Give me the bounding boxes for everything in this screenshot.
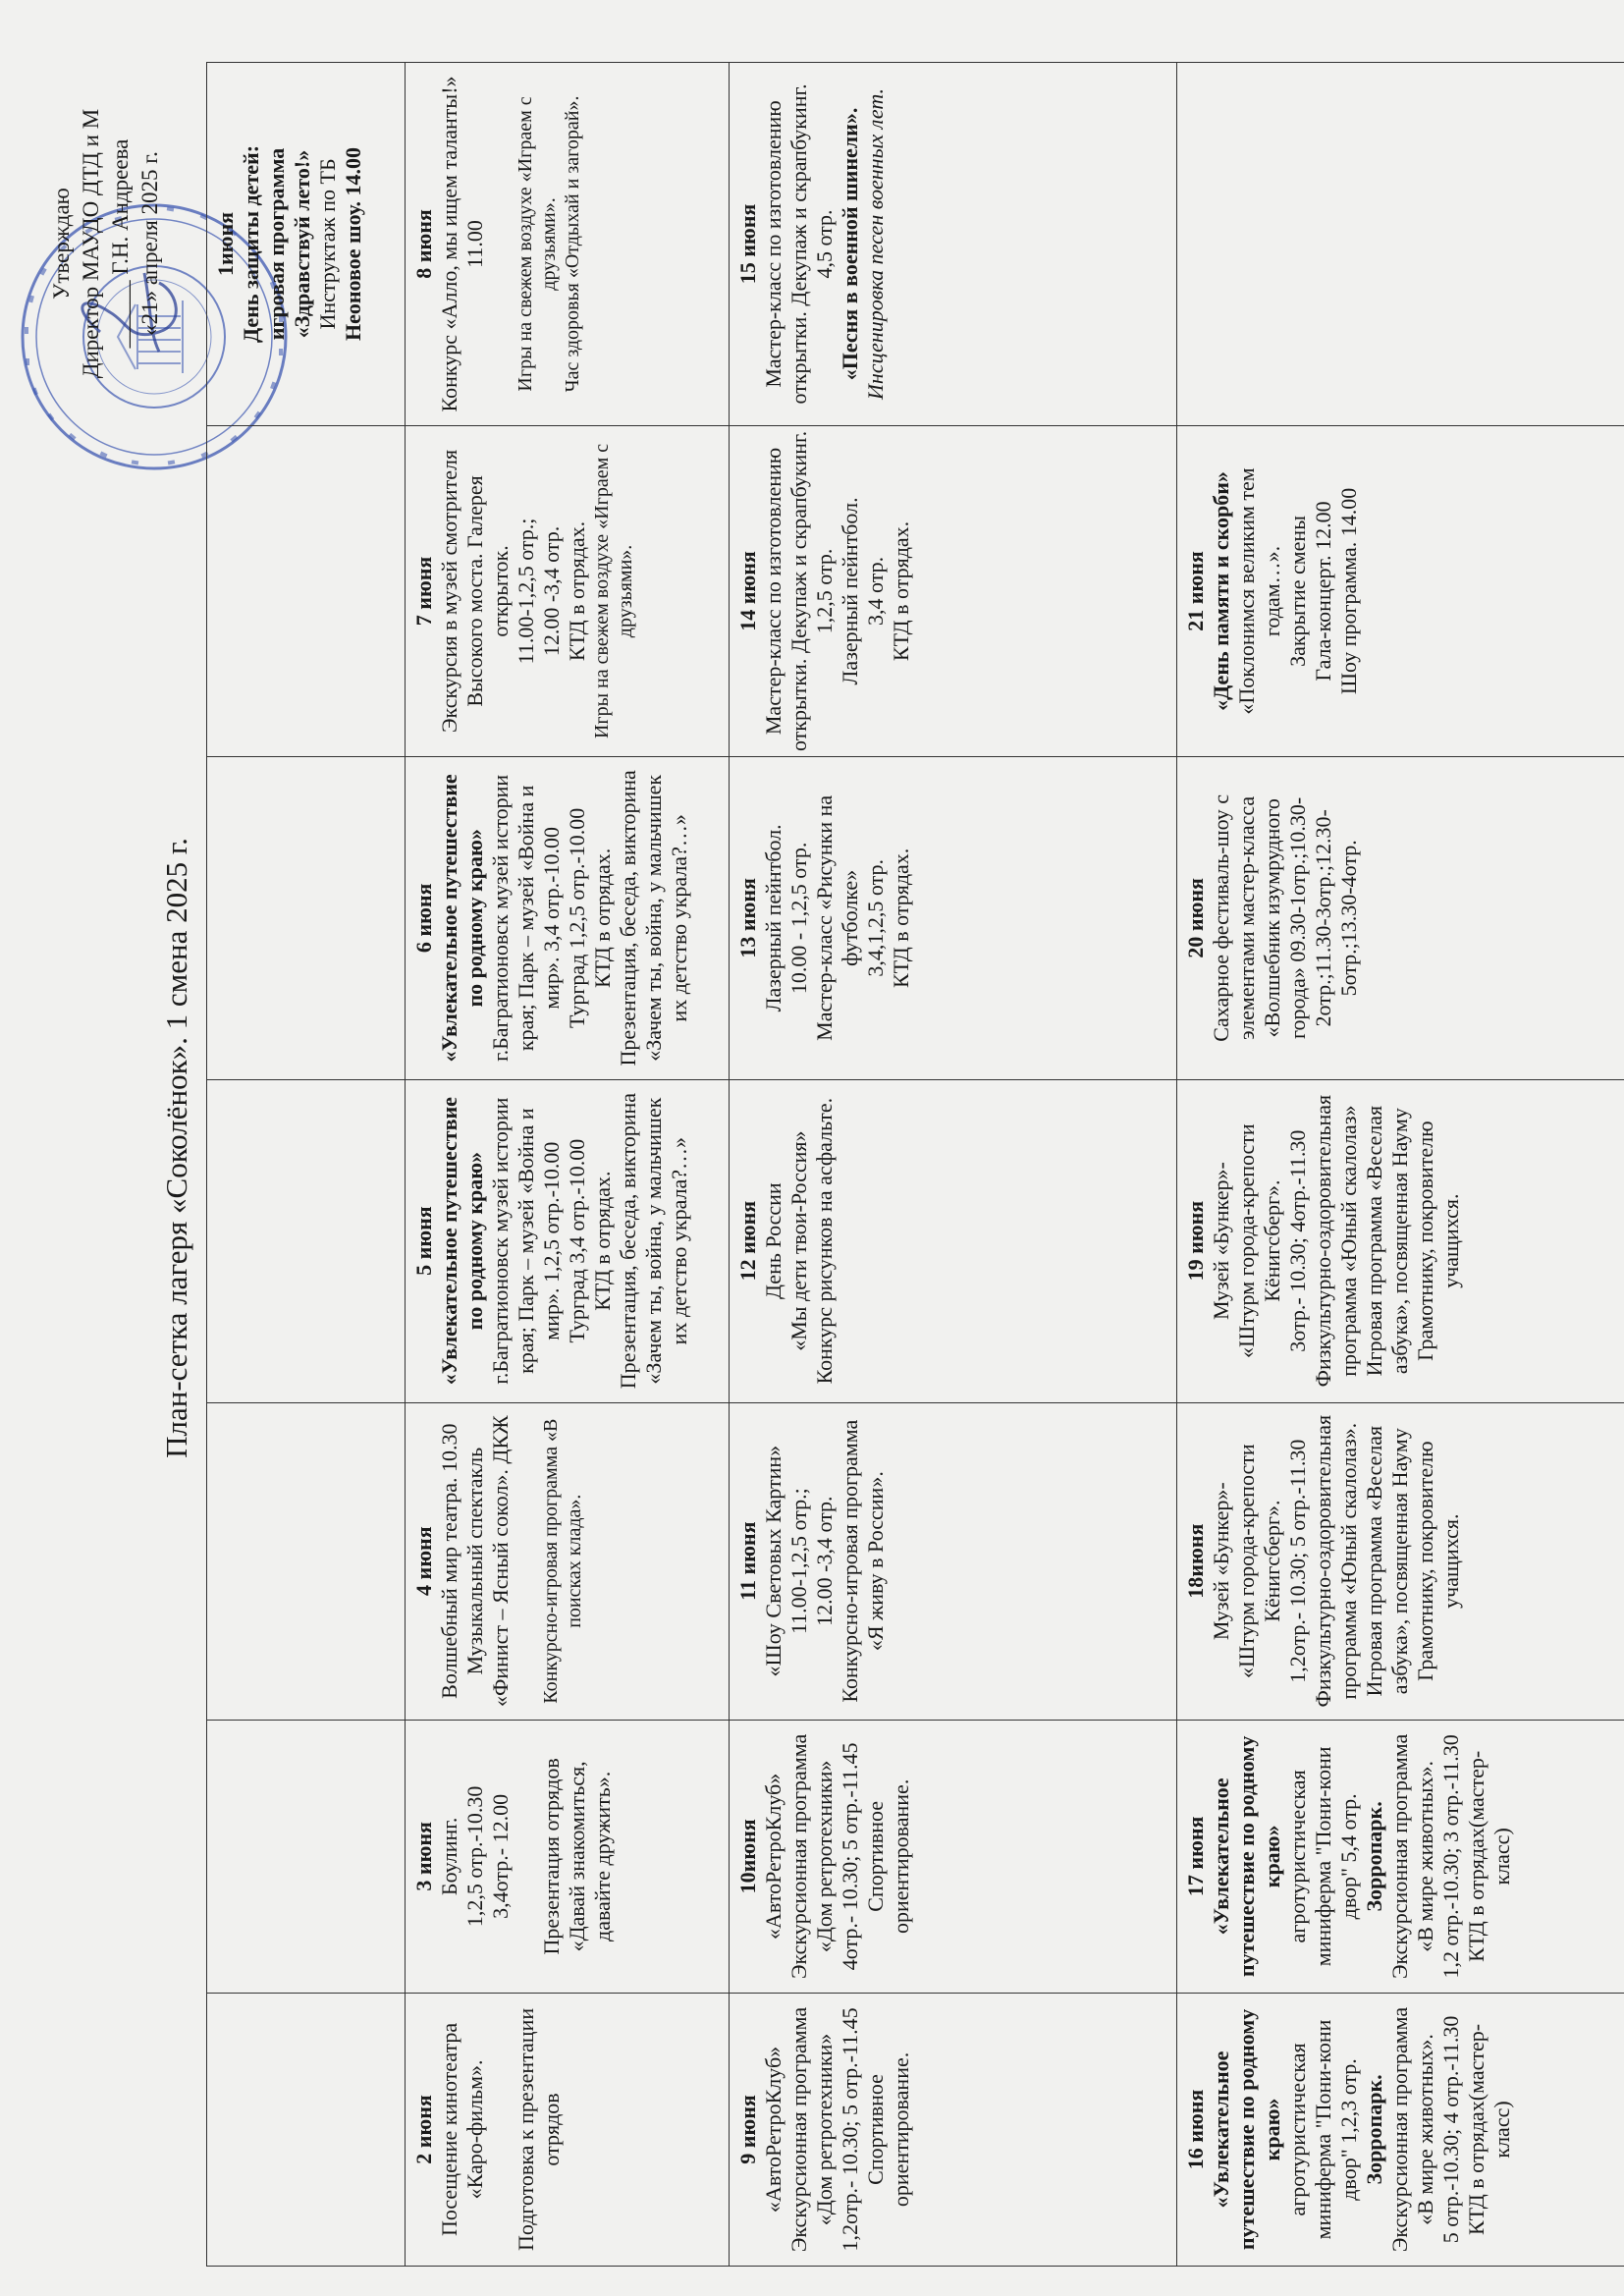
event-text: Инструктаж по ТБ <box>315 158 340 330</box>
schedule-row <box>730 63 1177 2267</box>
event-text: Турград 3,4 отр.-10.00 <box>565 1138 589 1343</box>
day-date: 19 июня <box>1183 1200 1208 1282</box>
schedule-cell <box>730 425 1177 756</box>
event-text: «Песня в военной шинели». <box>838 107 862 381</box>
event-text: 4,5 отр. <box>812 209 837 279</box>
event-text: 1,2,5 отр. <box>812 548 837 634</box>
event-text: игровая программа <box>264 147 289 341</box>
event-text: КТД в отрядах. <box>590 1171 615 1311</box>
event-text: КТД в отрядах. <box>889 847 913 988</box>
event-text: агротуристическая миниферма "Пони-кони двор" 5,4 отр. <box>1285 1746 1361 1967</box>
schedule-cell <box>730 1079 1177 1402</box>
event-text: Музей «Бункер»- <box>1209 1482 1233 1641</box>
schedule-cell <box>1177 1993 1624 2266</box>
schedule-row <box>207 63 406 2267</box>
day-date: 8 июня <box>411 209 436 279</box>
day-date: 11 июня <box>735 1521 760 1601</box>
event-text: Экскурсия в музей смотрителя Высокого моста. Галерея открыток. <box>437 449 513 733</box>
day-date: 9 июня <box>735 2095 760 2164</box>
schedule-cell <box>730 1720 1177 1993</box>
schedule-cell <box>207 1720 406 1993</box>
event-text: Час здоровья «Отдыхай и загорай». <box>562 95 583 393</box>
schedule-cell <box>1177 756 1624 1079</box>
event-text: 3,4,1,2,5 отр. <box>863 859 888 977</box>
event-text: Физкультурно-оздоровительная программа «Юный скалолаз». <box>1311 1414 1361 1708</box>
schedule-row <box>1177 63 1624 2267</box>
event-text: Игровая программа «Веселая азбука», посвященная Науму Грамотнику, покровителю учащихся. <box>1362 1105 1463 1377</box>
schedule-row <box>406 63 730 2267</box>
day-date: 20 июня <box>1183 878 1208 958</box>
schedule-cell <box>1177 1720 1624 1993</box>
event-text: Лазерный пейнтбол. <box>838 497 862 685</box>
event-text: Неоновое шоу. 14.00 <box>341 146 365 341</box>
event-text: 11.00-1,2,5 отр.; <box>786 1488 811 1635</box>
event-text: Спортивное ориентирование. <box>863 2051 913 2208</box>
event-text: Турград 1,2,5 отр.-10.00 <box>565 807 589 1028</box>
event-text: «В мире животных». <box>1413 2034 1437 2225</box>
event-text: 3отр.- 10.30; 4отр.-11.30 <box>1285 1129 1310 1352</box>
event-text: Игры на свежем воздухе «Играем с друзьями». <box>514 96 560 392</box>
day-date: 12 июня <box>735 1200 760 1282</box>
spacer <box>514 1407 539 1716</box>
event-text: «Шоу Световых Картин» <box>761 1445 785 1677</box>
day-date: 7 июня <box>411 556 436 627</box>
event-text: Экскурсионная программа «Дом ретротехники» <box>786 2006 837 2253</box>
event-text: Спортивное ориентирование. <box>863 1778 913 1935</box>
event-text: «День памяти и скорби» <box>1209 471 1233 711</box>
event-text: 3,4отр.- 12.00 <box>488 1793 513 1919</box>
day-date: 6 июня <box>411 883 436 954</box>
event-text: КТД в отрядах(мастер-класс) <box>1464 2023 1514 2236</box>
day-date: 3 июня <box>411 1822 436 1891</box>
event-text: «АвтоРетроКлуб» <box>761 2046 785 2214</box>
schedule-cell <box>406 63 730 426</box>
event-text: Игровая программа «Веселая азбука», посвященная Науму Грамотнику, покровителю учащихся. <box>1362 1425 1463 1697</box>
schedule-cell <box>406 1079 730 1402</box>
day-date: 2 июня <box>411 2095 436 2164</box>
schedule-cell <box>207 1402 406 1720</box>
event-text: Закрытие смены <box>1285 516 1310 667</box>
event-text: Лазерный пейнтбол. <box>761 824 785 1012</box>
day-date: 21 июня <box>1183 551 1208 631</box>
event-text: 12.00 -3,4 отр. <box>539 525 564 657</box>
schedule-cell <box>730 1402 1177 1720</box>
spacer <box>488 67 514 421</box>
event-text: Инсценировка песен военных лет. <box>863 87 888 400</box>
schedule-cell <box>1177 1079 1624 1402</box>
event-text: «Увлекательное путешествие по родному краю» <box>1209 2008 1284 2251</box>
day-date: 17 июня <box>1183 1816 1208 1897</box>
page-title: План-сетка лагеря «Соколёнок». 1 смена 2025 г. <box>159 838 193 1458</box>
event-text: агротуристическая миниферма "Пони-кони двор" 1,2,3 отр. <box>1285 2019 1361 2240</box>
day-date: 5 июня <box>411 1206 436 1276</box>
event-text: г.Багратионовск музей истории края; Парк – музей «Война и мир». 1,2,5 отр.-10.00 <box>488 1097 564 1385</box>
event-text: Презентация, беседа, викторина «Зачем ты, война, у мальчишек их детство украла?…» <box>616 770 691 1066</box>
event-text: «АвтоРетроКлуб» <box>761 1773 785 1940</box>
event-text: Конкурсно-игровая программа «В поисках клада». <box>540 1418 585 1704</box>
event-text: Гала-концерт. 12.00 <box>1311 501 1335 682</box>
event-text: «Увлекательное путешествие по родному краю» <box>437 1097 487 1386</box>
event-text: Мастер-класс по изготовлению открытки. Декупаж и скрапбукинг. <box>761 83 811 405</box>
event-text: Волшебный мир театра. 10.30 Музыкальный спектакль «Финист – Ясный сокол». ДКЖ <box>437 1415 513 1708</box>
event-text: 1,2,5 отр.-10.30 <box>462 1785 487 1928</box>
event-text: Шоу программа. 14.00 <box>1336 487 1361 695</box>
event-text: Конкурс «Алло, мы ищем таланты!» 11.00 <box>437 76 487 412</box>
event-text: Экскурсионная программа «Дом ретротехники» <box>786 1733 837 1980</box>
event-text: 12.00 -3,4 отр. <box>812 1496 837 1626</box>
day-date: 18июня <box>1183 1523 1208 1599</box>
schedule-cell <box>1177 63 1624 426</box>
event-text: Конкурсно-игровая программа «Я живу в России». <box>838 1419 888 1703</box>
event-text: 3,4 отр. <box>863 556 888 626</box>
schedule-cell <box>406 1993 730 2266</box>
schedule-cell <box>207 756 406 1079</box>
event-text: Экскурсионная программа <box>1387 2006 1412 2253</box>
approval-block <box>47 47 165 440</box>
event-text: 1,2отр.- 10.30; 5 отр.-11.30 <box>1285 1439 1310 1683</box>
schedule-cell <box>730 1993 1177 2266</box>
schedule-cell <box>406 756 730 1079</box>
event-text: 4отр.- 10.30; 5 отр.-11.45 <box>838 1742 862 1971</box>
event-text: 1,2отр.- 10.30; 5 отр.-11.45 <box>838 2007 862 2252</box>
approval-line-3: ______ Г.Н. Андреева <box>108 138 133 349</box>
schedule-cell <box>406 425 730 756</box>
schedule-cell <box>207 1993 406 2266</box>
day-date: 4 июня <box>411 1526 436 1596</box>
day-date: 15 июня <box>735 203 760 285</box>
event-text: Сахарное фестиваль-шоу с элементами мастер-класса «Волшебник изумрудного города» 09.30-1отр.;10.30-2отр.;11.30-3отр.;12.30-5отр.;13.30-4отр. <box>1209 794 1361 1042</box>
approval-line-2: Директор МАУДО ДТД и М <box>79 108 103 379</box>
event-text: «Здравствуй лето!» <box>290 149 314 339</box>
schedule-cell <box>406 1402 730 1720</box>
event-text: КТД в отрядах. <box>889 520 913 662</box>
event-text: Боулинг. <box>437 1817 461 1896</box>
event-text: Презентация, беседа, викторина «Зачем ты, война, у мальчишек их детство украла?…» <box>616 1092 691 1390</box>
event-text: День защиты детей: <box>239 144 263 343</box>
event-text: 10.00 - 1,2,5 отр. <box>786 842 811 995</box>
event-text: Презентация отрядов «Давай знакомиться, давайте дружить». <box>539 1758 615 1955</box>
event-text: 5 отр.-10.30; 4 отр.-11.30 <box>1438 2015 1463 2244</box>
day-date: 13 июня <box>735 878 760 958</box>
event-text: Физкультурно-оздоровительная программа «Юный скалолаз» <box>1311 1094 1361 1388</box>
event-text: г.Багратионовск музей истории края; Парк – музей «Война и мир». 3,4 отр.-10.00 <box>488 774 564 1062</box>
event-text: «Мы дети твои-Россия» <box>786 1130 811 1351</box>
event-text: Зорропарк. <box>1362 2074 1386 2185</box>
day-date: 16 июня <box>1183 2089 1208 2170</box>
event-text: «Штурм города-крепости Кёнигсберг». <box>1234 1123 1284 1358</box>
day-date: 14 июня <box>735 551 760 631</box>
event-text: «Поклонимся великим тем годам…». <box>1234 467 1284 715</box>
event-text: «Штурм города-крепости Кёнигсберг». <box>1234 1444 1284 1678</box>
event-text: 11.00-1,2,5 отр.; <box>514 518 538 665</box>
schedule-cell <box>207 1079 406 1402</box>
event-text: День России <box>761 1182 785 1299</box>
event-text: 1,2 отр.-10.30; 3 отр.-11.30 <box>1438 1734 1463 1979</box>
event-text: «Увлекательное путешествие по родному краю» <box>1209 1735 1284 1978</box>
schedule-table <box>206 62 1624 2267</box>
event-text: КТД в отрядах. <box>565 520 589 662</box>
event-text: Зорропарк. <box>1362 1801 1386 1912</box>
event-text: «В мире животных». <box>1413 1761 1437 1952</box>
schedule-cell <box>730 63 1177 426</box>
schedule-cell <box>406 1720 730 1993</box>
schedule-cell <box>207 63 406 426</box>
event-text: Экскурсионная программа <box>1387 1733 1412 1980</box>
spacer <box>488 1997 514 2262</box>
event-text: Мастер-класс «Рисунки на футболке» <box>812 794 862 1041</box>
event-text: Подготовка к презентации отрядов <box>514 2007 564 2252</box>
event-text: КТД в отрядах. <box>590 847 615 988</box>
event-text: Игры на свежем воздухе «Играем с друзьями». <box>591 443 636 739</box>
event-text: Мастер-класс по изготовлению открытки. Декупаж и скрапбукинг. <box>761 430 811 752</box>
schedule-cell <box>207 425 406 756</box>
event-text: Конкурс рисунков на асфальте. <box>812 1097 837 1385</box>
schedule-cell <box>1177 1402 1624 1720</box>
event-text: «Увлекательное путешествие по родному краю» <box>437 774 487 1063</box>
schedule-cell <box>730 756 1177 1079</box>
day-date: 10июня <box>735 1819 760 1894</box>
approval-line-1: Утверждаю <box>49 188 74 300</box>
approval-line-4: «21» апреля 2025 г. <box>137 151 162 336</box>
schedule-cell <box>1177 425 1624 756</box>
day-date: 1июня <box>213 211 238 277</box>
event-text: Посещение кинотеатра «Каро-фильм». <box>437 2022 487 2237</box>
event-text: КТД в отрядах(мастер-класс) <box>1464 1750 1514 1962</box>
spacer <box>514 1724 539 1989</box>
event-text: Музей «Бункер»- <box>1209 1162 1233 1321</box>
